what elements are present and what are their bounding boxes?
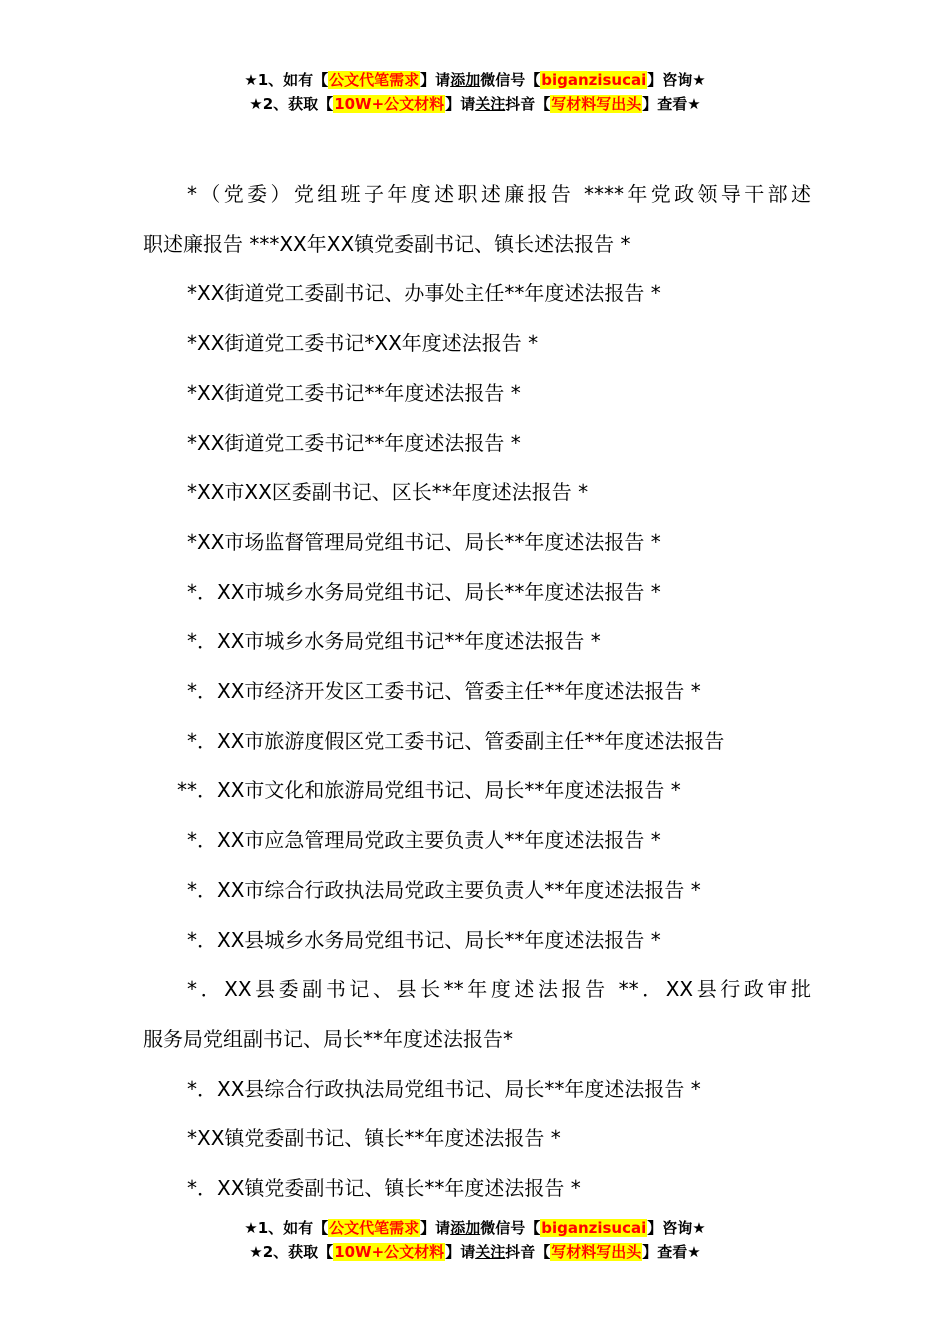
doc-line: 服务局党组副书记、局长**年度述法报告* bbox=[143, 1026, 513, 1051]
doc-line: *．XX县城乡水务局党组书记、局长**年度述法报告 * bbox=[187, 927, 661, 952]
doc-line: *．XX市经济开发区工委书记、管委主任**年度述法报告 * bbox=[187, 679, 701, 704]
doc-line: *．XX县综合行政执法局党组书记、局长**年度述法报告 * bbox=[187, 1076, 701, 1101]
highlight-materials: 10W+公文材料 bbox=[334, 1243, 445, 1261]
doc-line: *XX街道党工委副书记、办事处主任**年度述法报告 * bbox=[187, 281, 661, 306]
highlight-wechat-id: biganzisucai bbox=[541, 1219, 647, 1237]
banner-line-2: ★2、获取【10W+公文材料】请关注抖音【写材料写出头】查看★ bbox=[249, 1243, 701, 1261]
doc-line: *．XX市旅游度假区党工委书记、管委副主任**年度述法报告 bbox=[187, 728, 725, 753]
header-banner bbox=[0, 68, 950, 116]
banner-line-1: ★1、如有【公文代笔需求】请添加微信号【biganzisucai】咨询★ bbox=[244, 71, 706, 89]
highlight-service: 公文代笔需求 bbox=[329, 1219, 420, 1237]
doc-line: *XX镇党委副书记、镇长**年度述法报告 * bbox=[187, 1126, 561, 1151]
highlight-douyin-id: 写材料写出头 bbox=[551, 1243, 642, 1261]
banner-line-2: ★2、获取【10W+公文材料】请关注抖音【写材料写出头】查看★ bbox=[249, 95, 701, 113]
highlight-douyin-id: 写材料写出头 bbox=[551, 95, 642, 113]
doc-line: *．XX市城乡水务局党组书记、局长**年度述法报告 * bbox=[187, 579, 661, 604]
doc-line: *XX市场监督管理局党组书记、局长**年度述法报告 * bbox=[187, 529, 661, 554]
doc-line: *XX市XX区委副书记、区长**年度述法报告 * bbox=[187, 480, 589, 505]
doc-line: *XX街道党工委书记**年度述法报告 * bbox=[187, 430, 521, 455]
highlight-materials: 10W+公文材料 bbox=[334, 95, 445, 113]
doc-line: *．XX市应急管理局党政主要负责人**年度述法报告 * bbox=[187, 828, 661, 853]
doc-line: **．XX市文化和旅游局党组书记、局长**年度述法报告 * bbox=[177, 778, 681, 803]
footer-banner bbox=[0, 1216, 950, 1264]
doc-line: *．XX市综合行政执法局党政主要负责人**年度述法报告 * bbox=[187, 877, 701, 902]
doc-line: *．XX市城乡水务局党组书记**年度述法报告 * bbox=[187, 629, 601, 654]
doc-line: *XX街道党工委书记*XX年度述法报告 * bbox=[187, 331, 539, 356]
doc-line: *（党委）党组班子年度述职述廉报告 ****年党政领导干部述 bbox=[187, 182, 811, 206]
highlight-service: 公文代笔需求 bbox=[329, 71, 420, 89]
doc-line: *XX街道党工委书记**年度述法报告 * bbox=[187, 380, 521, 405]
doc-line: *．XX镇党委副书记、镇长**年度述法报告 * bbox=[187, 1176, 581, 1201]
document-body bbox=[143, 170, 811, 1214]
doc-line: *．XX县委副书记、县长**年度述法报告 **．XX县行政审批 bbox=[187, 977, 811, 1002]
highlight-wechat-id: biganzisucai bbox=[541, 71, 647, 89]
banner-line-1: ★1、如有【公文代笔需求】请添加微信号【biganzisucai】咨询★ bbox=[244, 1219, 706, 1237]
doc-line: 职述廉报告 ***XX年XX镇党委副书记、镇长述法报告 * bbox=[143, 231, 631, 256]
